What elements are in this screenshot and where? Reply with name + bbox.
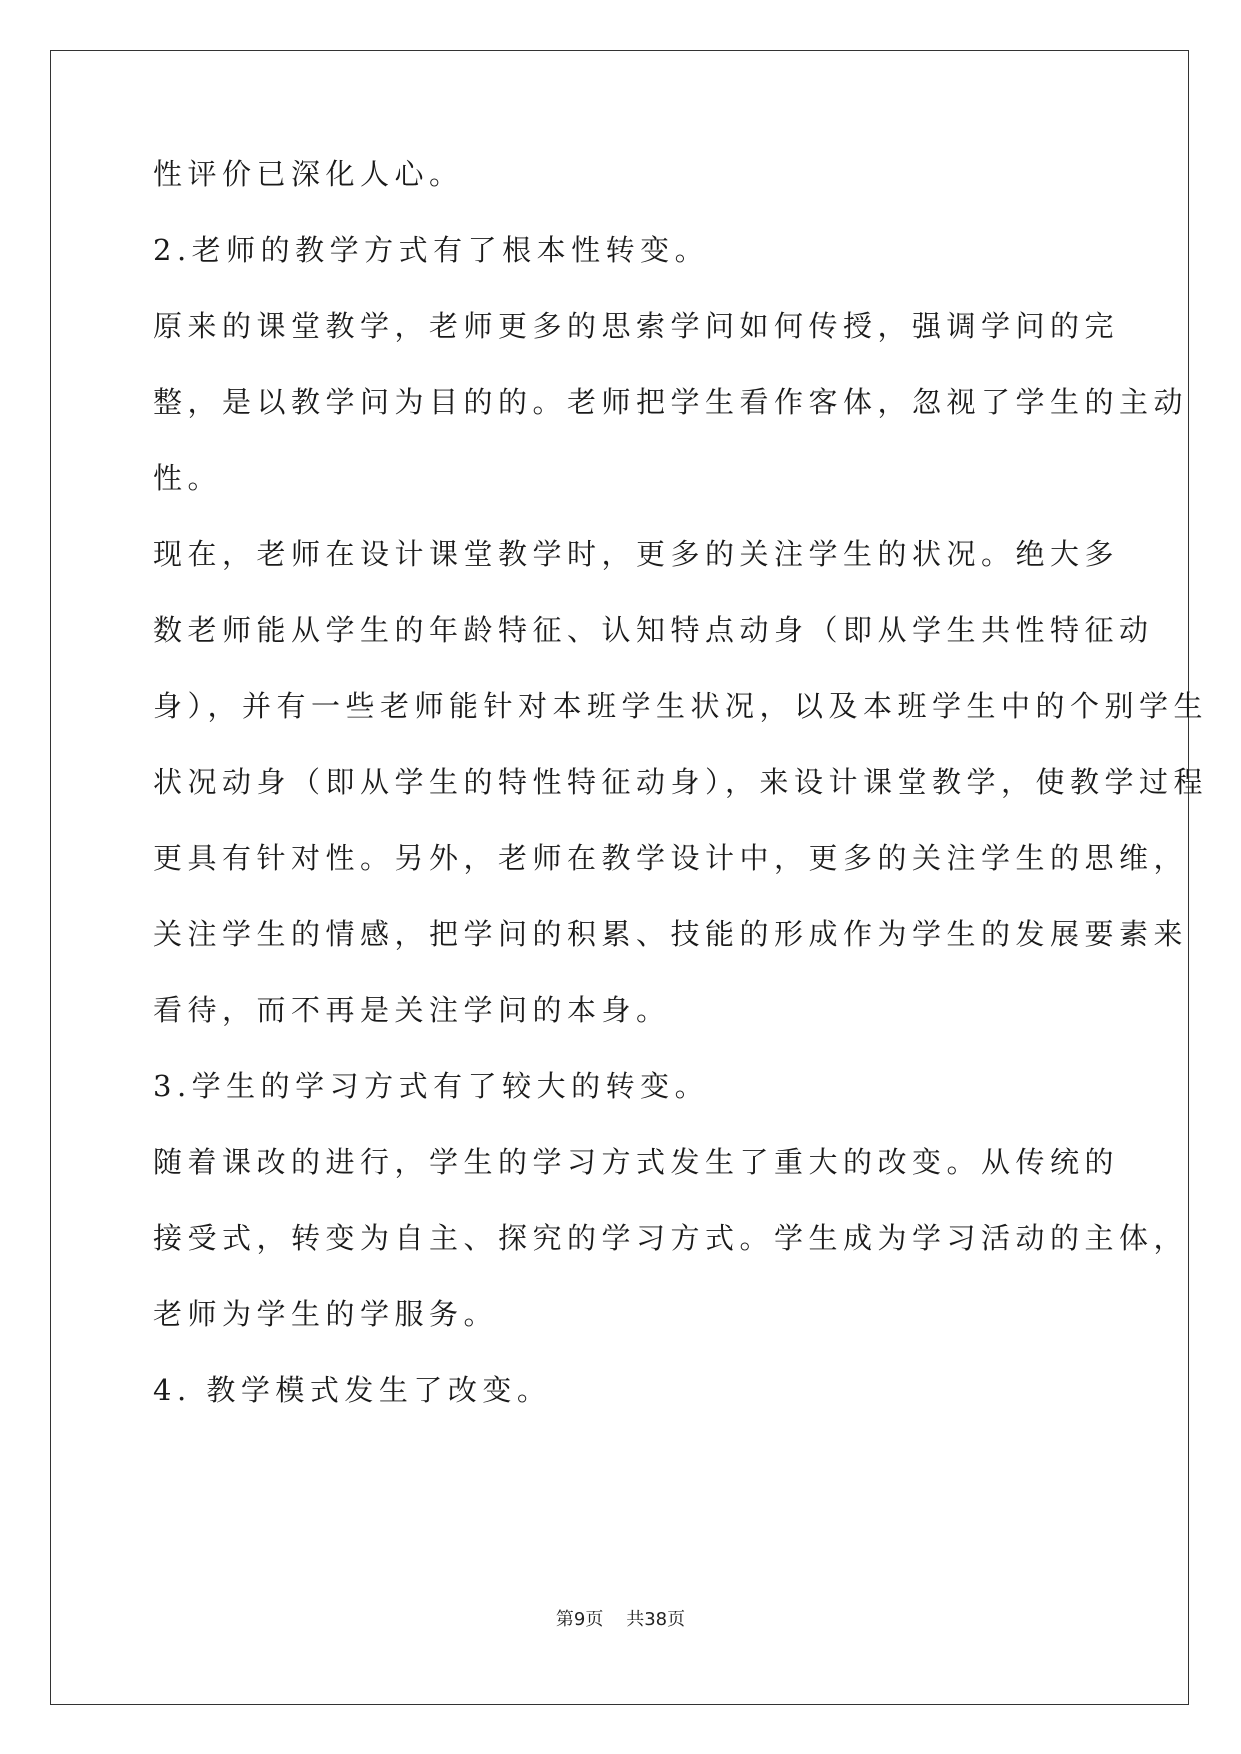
text-line: 4. 教学模式发生了改变。 — [153, 1373, 552, 1407]
text-line: 数老师能从学生的年龄特征、认知特点动身（即从学生共性特征动 — [153, 613, 1154, 647]
text-line: 关注学生的情感，把学问的积累、技能的形成作为学生的发展要素来 — [153, 917, 1189, 951]
text-line: 老师为学生的学服务。 — [153, 1297, 499, 1331]
page-footer — [0, 1608, 1241, 1632]
text-line: 原来的课堂教学，老师更多的思索学问如何传授，强调学问的完 — [153, 309, 1120, 343]
text-line: 接受式，转变为自主、探究的学习方式。学生成为学习活动的主体， — [153, 1221, 1189, 1255]
text-line: 性评价已深化人心。 — [153, 157, 464, 191]
text-line: 现在，老师在设计课堂教学时，更多的关注学生的状况。绝大多 — [153, 537, 1120, 571]
text-line: 更具有针对性。另外，老师在教学设计中，更多的关注学生的思维， — [153, 841, 1189, 875]
text-line: 性。 — [153, 461, 223, 495]
text-line: 状况动身（即从学生的特性特征动身），来设计课堂教学，使教学过程 — [153, 765, 1209, 799]
text-line: 2.老师的教学方式有了根本性转变。 — [153, 233, 710, 267]
text-line: 3.学生的学习方式有了较大的转变。 — [153, 1069, 710, 1103]
text-line: 整，是以教学问为目的的。老师把学生看作客体，忽视了学生的主动 — [153, 385, 1189, 419]
text-line: 随着课改的进行，学生的学习方式发生了重大的改变。从传统的 — [153, 1145, 1120, 1179]
page-number-label: 第9页 共38页 — [555, 1609, 686, 1630]
text-line: 看待，而不再是关注学问的本身。 — [153, 993, 671, 1027]
text-line: 身），并有一些老师能针对本班学生状况，以及本班学生中的个别学生 — [153, 689, 1209, 723]
